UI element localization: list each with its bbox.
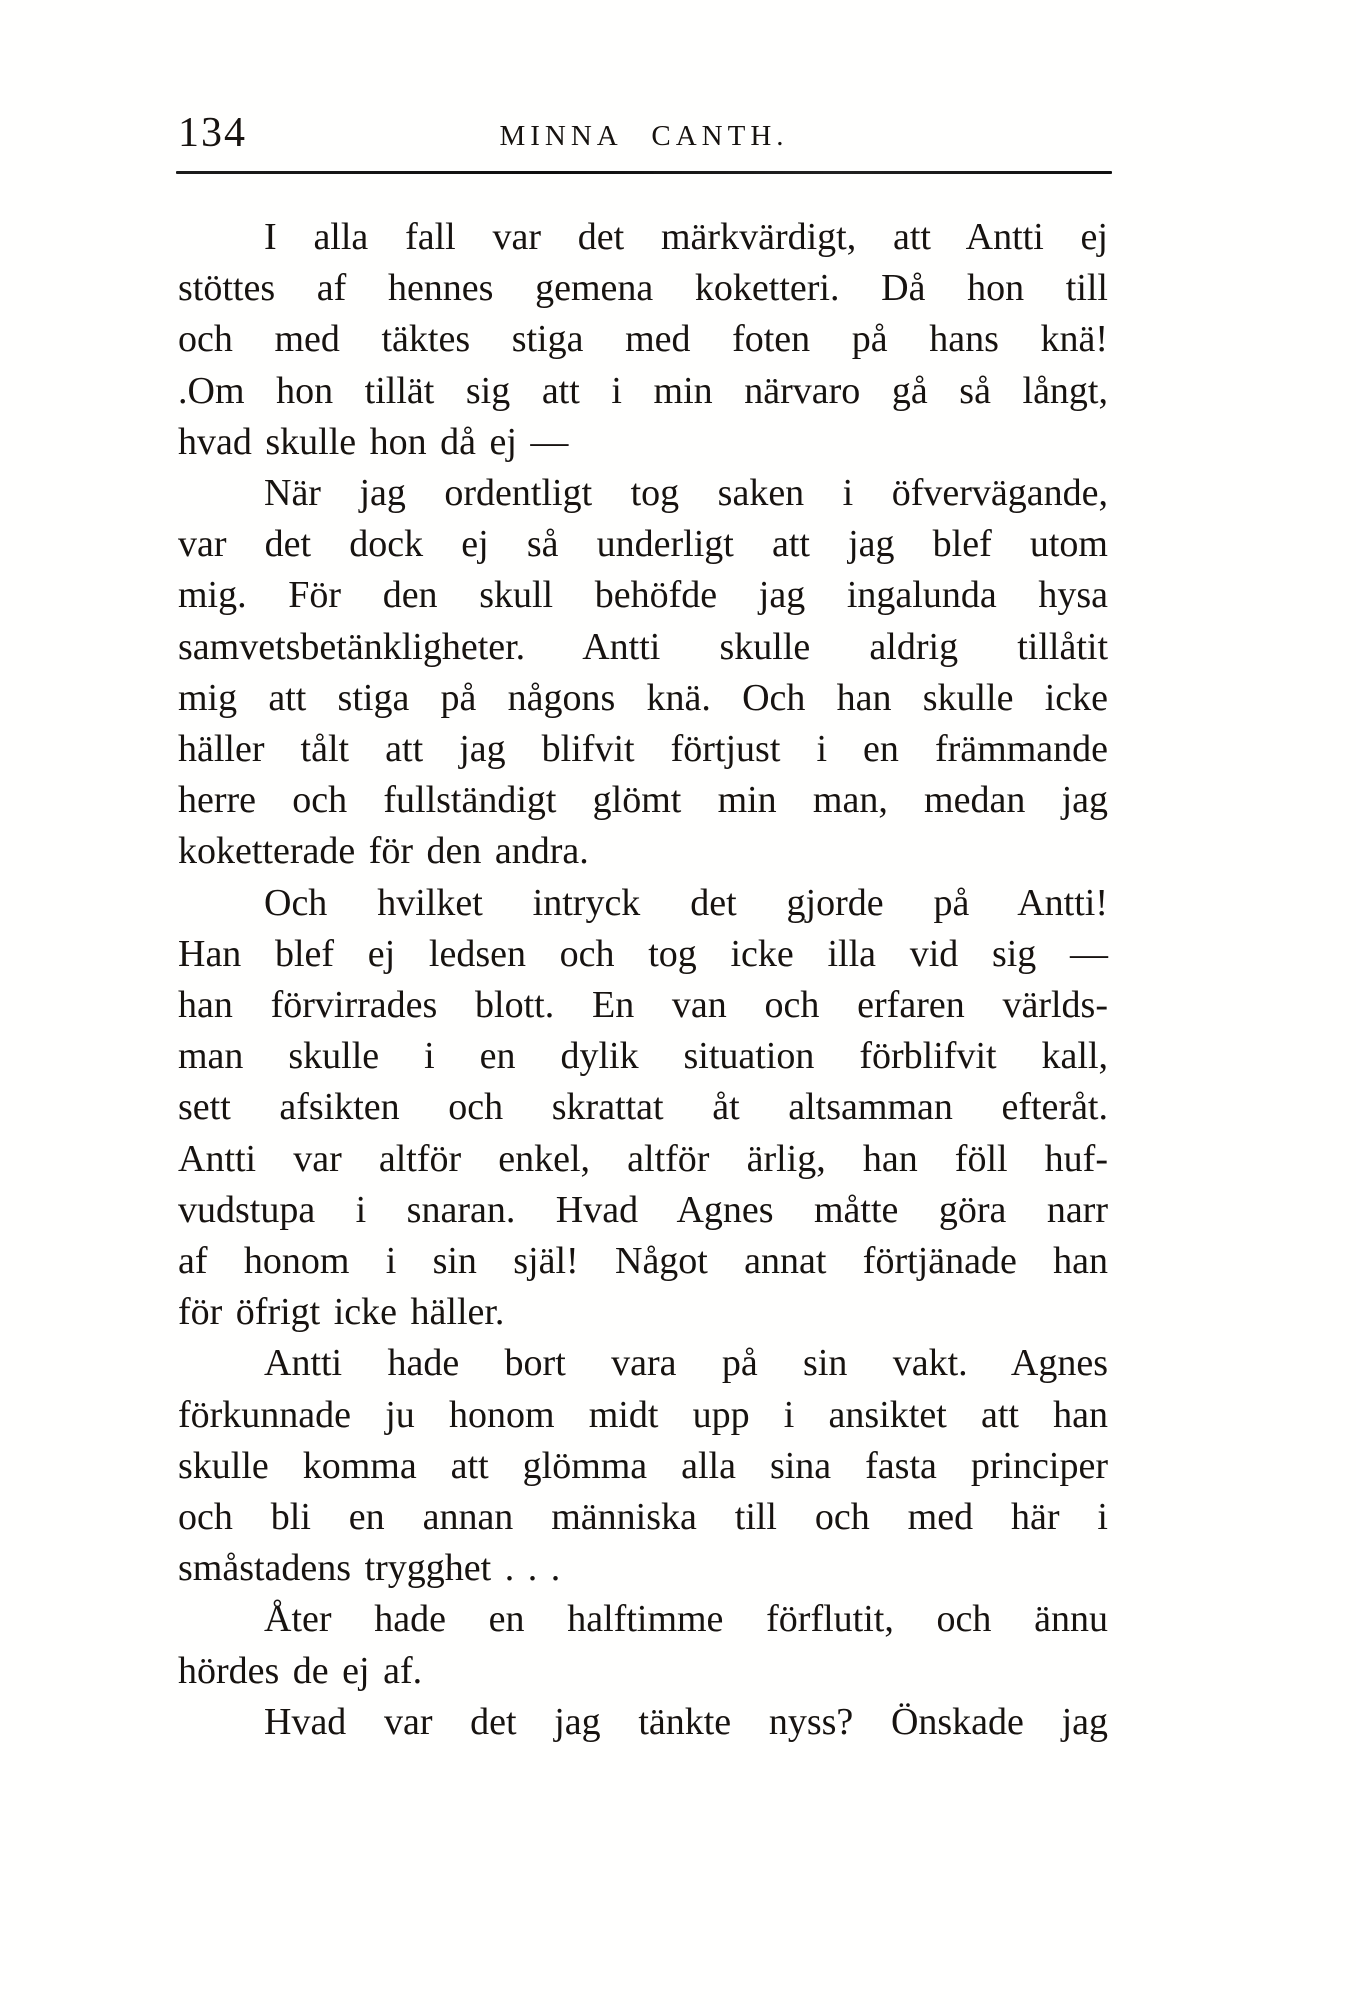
header-rule-divider (176, 171, 1112, 174)
text-line: han förvirrades blott. En van och erfaren världs- (178, 984, 1108, 1027)
text-line: skulle komma att glömma alla sina fasta principer (178, 1444, 1108, 1487)
text-line: stöttes af hennes gemena koketteri. Då hon till (178, 267, 1108, 310)
text-line: I alla fall var det märkvärdigt, att Antti ej (264, 216, 1108, 258)
text-line: och med täktes stiga med foten på hans knä! (178, 318, 1108, 361)
text-line: .Om hon tillät sig att i min närvaro gå så långt, (178, 369, 1108, 412)
text-line: När jag ordentligt tog saken i öfvervägande, (264, 472, 1108, 515)
text-line: Åter hade en halftimme förflutit, och ännu (264, 1598, 1108, 1641)
text-line: af honom i sin själ! Något annat förtjänade han (178, 1240, 1108, 1283)
text-line: herre och fullständigt glömt min man, medan jag (178, 779, 1108, 822)
text-line: mig att stiga på någons knä. Och han skulle icke (178, 676, 1108, 719)
text-line: och bli en annan människa till och med här i (178, 1496, 1108, 1539)
text-line: för öfrigt icke häller. (178, 1291, 505, 1334)
text-line: vudstupa i snaran. Hvad Agnes måtte göra narr (178, 1188, 1108, 1231)
text-line: koketterade för den andra. (178, 830, 589, 873)
text-line: man skulle i en dylik situation förblifvit kall, (178, 1035, 1108, 1078)
text-line: häller tålt att jag blifvit förtjust i en främmande (178, 728, 1108, 771)
text-line: småstadens trygghet . . . (178, 1547, 561, 1590)
text-line: var det dock ej så underligt att jag blef utom (178, 523, 1108, 566)
text-line: Antti var altför enkel, altför ärlig, han föll huf- (178, 1137, 1108, 1180)
text-block (178, 212, 1108, 1748)
running-title: MINNA CANTH. (499, 120, 789, 152)
text-line: samvetsbetänkligheter. Antti skulle aldrig tillåtit (178, 625, 1108, 668)
text-line: Hvad var det jag tänkte nyss? Önskade jag (264, 1700, 1108, 1743)
text-line: Antti hade bort vara på sin vakt. Agnes (264, 1342, 1108, 1385)
text-line: Han blef ej ledsen och tog icke illa vid sig — (178, 932, 1108, 975)
text-line: hördes de ej af. (178, 1649, 423, 1692)
text-line: hvad skulle hon då ej — (178, 420, 569, 463)
text-line: sett afsikten och skrattat åt altsamman efteråt. (178, 1086, 1108, 1129)
page-number: 134 (178, 110, 247, 156)
text-line: förkunnade ju honom midt upp i ansiktet att han (178, 1393, 1108, 1436)
text-line: Och hvilket intryck det gjorde på Antti! (264, 881, 1108, 924)
text-line: mig. För den skull behöfde jag ingalunda hysa (178, 574, 1108, 617)
